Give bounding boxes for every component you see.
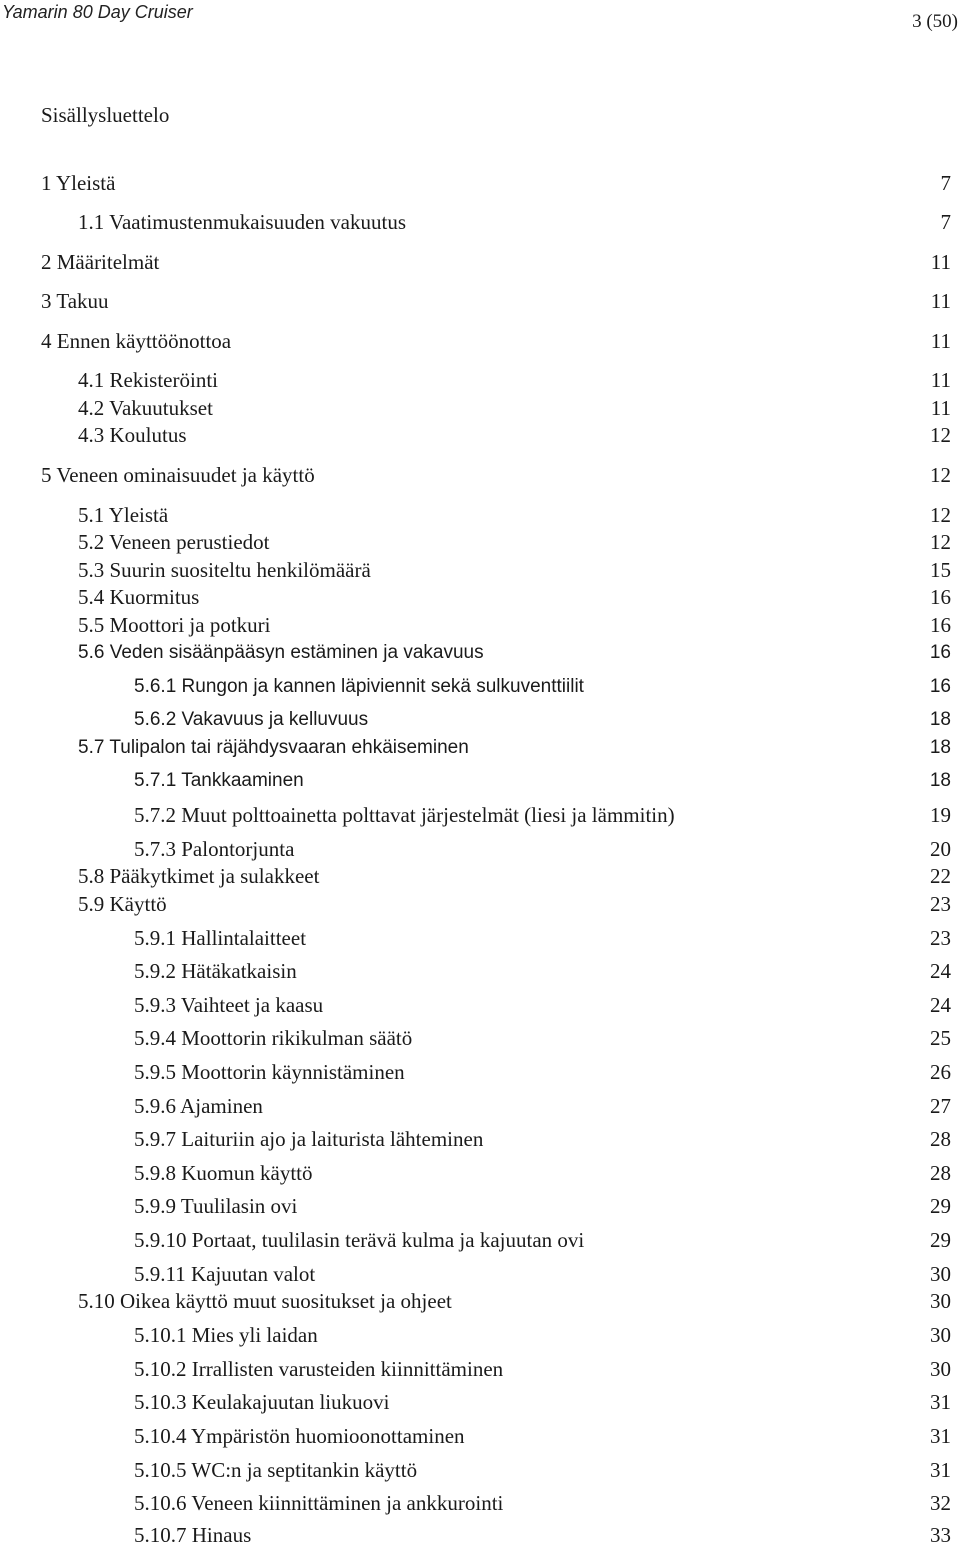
toc-entry-page: 24 <box>930 993 951 1017</box>
toc-entry[interactable] <box>0 735 960 761</box>
toc-entry-page: 31 <box>930 1458 951 1482</box>
toc-entry[interactable] <box>0 1457 960 1483</box>
toc-entry-title: 5.9.10 Portaat, tuulilasin terävä kulma ja kajuutan ovi <box>134 1228 585 1252</box>
toc-entry-title: 5.9.6 Ajaminen <box>134 1094 263 1118</box>
toc-entry[interactable] <box>0 992 960 1018</box>
toc-entry[interactable] <box>0 1160 960 1186</box>
toc-entry-title: 5.9.2 Hätäkatkaisin <box>134 959 297 983</box>
toc-entry-title: 5.4 Kuormitus <box>78 585 200 609</box>
toc-entry-page: 7 <box>940 171 951 195</box>
toc-entry-title: 1.1 Vaatimustenmukaisuuden vakuutus <box>78 210 406 234</box>
toc-entry-page: 28 <box>930 1161 951 1185</box>
toc-entry-page: 30 <box>930 1262 951 1286</box>
toc-entry-title: 5.6 Veden sisäänpääsyn estäminen ja vakavuus <box>78 642 484 663</box>
toc-entry[interactable] <box>0 1126 960 1152</box>
toc-entry-title: 5.9.11 Kajuutan valot <box>134 1262 316 1286</box>
toc-entry-title: 5.5 Moottori ja potkuri <box>78 613 271 637</box>
toc-entry[interactable] <box>0 802 960 828</box>
toc-entry-page: 11 <box>930 289 951 313</box>
toc-entry-title: 5.10.4 Ympäristön huomioonottaminen <box>134 1424 465 1448</box>
toc-entry-page: 30 <box>930 1323 951 1347</box>
toc-entry-page: 11 <box>930 250 951 274</box>
toc-entry-page: 12 <box>930 463 951 487</box>
toc-entry-page: 24 <box>930 959 951 983</box>
toc-entry-title: 1 Yleistä <box>41 171 116 195</box>
toc-entry[interactable] <box>0 1490 960 1516</box>
toc-entry-page: 33 <box>930 1523 951 1547</box>
toc-entry-title: 2 Määritelmät <box>41 250 160 274</box>
toc-entry[interactable] <box>0 529 960 555</box>
toc-entry[interactable] <box>0 584 960 610</box>
toc-entry[interactable] <box>0 367 960 393</box>
toc-entry-title: 5.9.3 Vaihteet ja kaasu <box>134 993 324 1017</box>
toc-entry[interactable] <box>0 836 960 862</box>
toc-entry-page: 16 <box>930 585 951 609</box>
toc-entry-page: 29 <box>930 1228 951 1252</box>
toc-entry-page: 30 <box>930 1357 951 1381</box>
toc-entry-page: 16 <box>929 642 951 663</box>
toc-entry[interactable] <box>0 288 960 314</box>
toc-entry[interactable] <box>0 1288 960 1314</box>
toc-entry-title: 4.1 Rekisteröinti <box>78 368 218 392</box>
toc-entry-title: 4 Ennen käyttöönottoa <box>41 329 232 353</box>
toc-entry-page: 12 <box>930 530 951 554</box>
toc-heading: Sisällysluettelo <box>41 103 170 127</box>
toc-entry-page: 12 <box>930 503 951 527</box>
toc-entry[interactable] <box>0 891 960 917</box>
toc-entry[interactable] <box>0 1025 960 1051</box>
toc-entry-title: 5.10.3 Keulakajuutan liukuovi <box>134 1390 390 1414</box>
toc-entry-title: 4.2 Vakuutukset <box>78 396 213 420</box>
toc-entry[interactable] <box>0 1261 960 1287</box>
toc-entry[interactable] <box>0 1227 960 1253</box>
toc-entry-page: 27 <box>930 1094 951 1118</box>
toc-entry-title: 5.7.1 Tankkaaminen <box>134 770 304 791</box>
toc-entry[interactable] <box>0 1522 960 1548</box>
toc-entry-title: 5.10 Oikea käyttö muut suositukset ja ohjeet <box>78 1289 452 1313</box>
toc-entry-page: 12 <box>930 423 951 447</box>
toc-entry-title: 5.9.5 Moottorin käynnistäminen <box>134 1060 405 1084</box>
toc-entry-page: 11 <box>930 368 951 392</box>
toc-entry[interactable] <box>0 395 960 421</box>
page-number: 3 (50) <box>912 11 958 32</box>
toc-entry-title: 5.6.2 Vakavuus ja kelluvuus <box>134 709 369 730</box>
toc-entry[interactable] <box>0 209 960 235</box>
toc-entry-page: 23 <box>930 926 951 950</box>
toc-entry-title: 3 Takuu <box>41 289 109 313</box>
toc-entry-title: 5.10.7 Hinaus <box>134 1523 252 1547</box>
toc-entry[interactable] <box>0 768 960 794</box>
toc-entry-title: 5.9.4 Moottorin rikikulman säätö <box>134 1026 413 1050</box>
toc-entry-title: 5.9.7 Laituriin ajo ja laiturista lähteminen <box>134 1127 484 1151</box>
toc-entry[interactable] <box>0 1389 960 1415</box>
toc-entry[interactable] <box>0 170 960 196</box>
toc-entry-title: 5.10.2 Irrallisten varusteiden kiinnittäminen <box>134 1357 504 1381</box>
toc-entry-page: 26 <box>930 1060 951 1084</box>
toc-entry[interactable] <box>0 462 960 488</box>
toc-entry[interactable] <box>0 707 960 733</box>
toc-entry-page: 19 <box>930 803 951 827</box>
toc-entry-title: 5.9.8 Kuomun käyttö <box>134 1161 313 1185</box>
toc-entry-page: 20 <box>930 837 951 861</box>
toc-entry-title: 5.7.2 Muut polttoainetta polttavat järjestelmät (liesi ja lämmitin) <box>134 803 675 827</box>
toc-entry[interactable] <box>0 1322 960 1348</box>
toc-entry-title: 5.10.6 Veneen kiinnittäminen ja ankkurointi <box>134 1491 504 1515</box>
toc-entry[interactable] <box>0 612 960 638</box>
toc-entry-page: 16 <box>929 676 951 697</box>
toc-entry-title: 5 Veneen ominaisuudet ja käyttö <box>41 463 315 487</box>
toc-entry-title: 5.1 Yleistä <box>78 503 169 527</box>
toc-entry-page: 18 <box>929 770 951 791</box>
toc-entry-title: 4.3 Koulutus <box>78 423 187 447</box>
toc-entry[interactable] <box>0 502 960 528</box>
toc-entry[interactable] <box>0 557 960 583</box>
toc-entry-title: 5.7.3 Palontorjunta <box>134 837 295 861</box>
toc-entry-page: 28 <box>930 1127 951 1151</box>
toc-entry-page: 7 <box>940 210 951 234</box>
toc-entry-title: 5.9 Käyttö <box>78 892 167 916</box>
toc-entry[interactable] <box>0 328 960 354</box>
toc-entry-title: 5.8 Pääkytkimet ja sulakkeet <box>78 864 320 888</box>
toc-entry-page: 18 <box>929 737 951 758</box>
toc-entry[interactable] <box>0 925 960 951</box>
toc-entry-page: 29 <box>930 1194 951 1218</box>
toc-entry-page: 18 <box>929 709 951 730</box>
toc-entry-title: 5.9.1 Hallintalaitteet <box>134 926 307 950</box>
toc-entry[interactable] <box>0 1423 960 1449</box>
toc-entry[interactable] <box>0 1093 960 1119</box>
toc-entry-title: 5.10.1 Mies yli laidan <box>134 1323 318 1347</box>
toc-entry-page: 31 <box>930 1424 951 1448</box>
toc-entry-page: 32 <box>930 1491 951 1515</box>
toc-entry[interactable] <box>0 958 960 984</box>
toc-entry-page: 30 <box>930 1289 951 1313</box>
toc-entry-page: 31 <box>930 1390 951 1414</box>
toc-entry-page: 11 <box>930 329 951 353</box>
toc-entry-page: 22 <box>930 864 951 888</box>
toc-entry[interactable] <box>0 863 960 889</box>
toc-entry[interactable] <box>0 249 960 275</box>
toc-entry[interactable] <box>0 422 960 448</box>
toc-entry-page: 11 <box>930 396 951 420</box>
toc-entry-title: 5.2 Veneen perustiedot <box>78 530 270 554</box>
toc-entry-title: 5.9.9 Tuulilasin ovi <box>134 1194 298 1218</box>
toc-entry-page: 25 <box>930 1026 951 1050</box>
toc-entry-title: 5.10.5 WC:n ja septitankin käyttö <box>134 1458 418 1482</box>
toc-entry[interactable] <box>0 1356 960 1382</box>
toc-entry[interactable] <box>0 1059 960 1085</box>
toc-entry-title: 5.6.1 Rungon ja kannen läpiviennit sekä sulkuventtiilit <box>134 676 584 697</box>
toc-entry-title: 5.7 Tulipalon tai räjähdysvaaran ehkäiseminen <box>78 737 469 758</box>
toc-entry-page: 23 <box>930 892 951 916</box>
toc-entry-title: 5.3 Suurin suositeltu henkilömäärä <box>78 558 371 582</box>
toc-entry[interactable] <box>0 674 960 700</box>
toc-entry-page: 16 <box>930 613 951 637</box>
toc-entry-page: 15 <box>930 558 951 582</box>
toc-entry[interactable] <box>0 640 960 666</box>
document-title: Yamarin 80 Day Cruiser <box>2 2 193 22</box>
toc-entry[interactable] <box>0 1193 960 1219</box>
